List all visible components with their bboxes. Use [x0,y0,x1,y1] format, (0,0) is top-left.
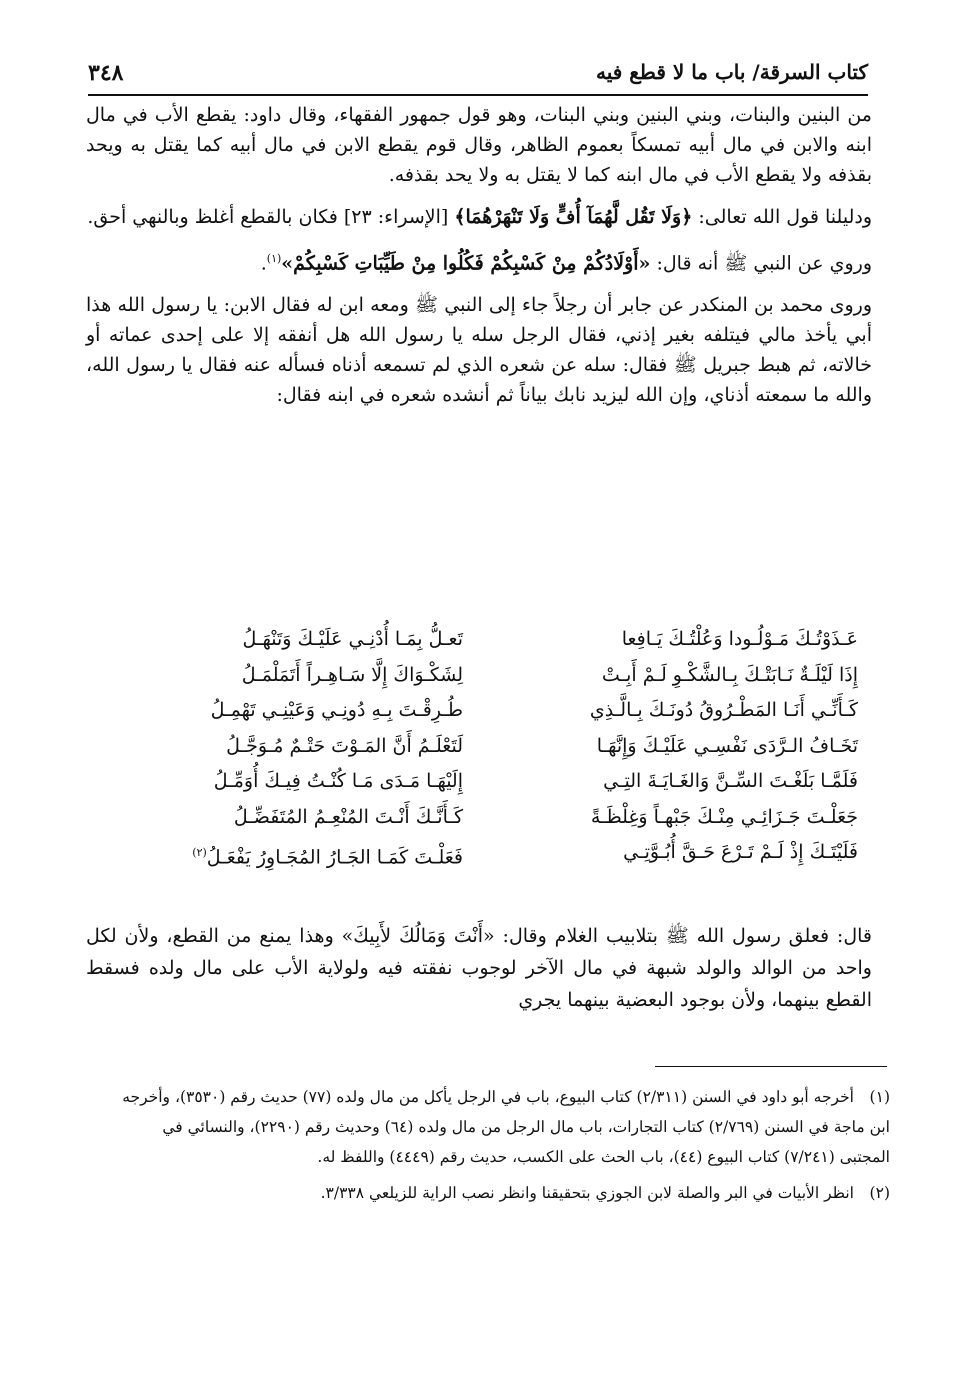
poem-first-hemistich: فَلَمَّـا بَلَغْـتَ السِّـنَّ وَالغَـايَـةَ التِـي [603,770,858,792]
closing-hadith: «أَنْتَ وَمَالُكَ لأَبِيكَ» [341,925,495,947]
closing-rest: وهذا يمنع من القطع، ولأن لكل واحد من الوالد والولد شبهة في مال الآخر لوجوب نفقته فيه ولولاية الأب على مال ولده فسقط القطع بينهما، ولأن بوجود البعضية بينهما يجري [86,925,872,1011]
main-text [86,100,872,422]
hadith-quote: «أَوْلَادُكُمْ مِنْ كَسْبِكُمْ فَكُلُوا مِنْ طَيِّبَاتِ كَسْبِكُمْ» [281,252,651,275]
footnotes [110,1082,890,1214]
poem-line [118,658,858,694]
quran-verse: ﴿وَلَا تَقُل لَّهُمَآ أُفٍّ وَلَا تَنْهَرْهُمَا﴾ [454,206,693,228]
paragraph-4: وروى محمد بن المنكدر عن جابر أن رجلاً جاء إلى النبي ﷺ ومعه ابن له فقال الابن: يا رسول الله هذا أبي يأخذ مالي فيتلفه بغير إذني، فقال الرجل سله يا رسول الله هل أنفقه إلا على إحدى عماته أو خالاته، ثم هبط جبريل ﷺ فقال: سله عن شعره الذي لم تسمعه أذناه فسأله عنه فقال يا رسول الله، والله ما سمعته أذناي، وإن الله ليزيد نابك بياناً ثم أنشده شعره في ابنه فقال: [86,294,872,407]
footnote-number: (٢) [869,1184,890,1202]
footnote-separator [655,1066,887,1067]
poem-line [118,800,858,836]
closing-intro: قال: فعلق رسول الله ﷺ بتلابيب الغلام وقال: [494,925,872,947]
paragraph-2 [86,202,872,232]
paragraph-3-intro: وروي عن النبي ﷺ أنه قال: [650,252,872,275]
poem-first-hemistich: تَخَـافُ الـرَّدَى نَفْسِـي عَلَيْـكَ وَإِنَّهَـا [596,734,858,757]
closing-paragraph [86,920,872,1016]
poem-second-hemistich: لِشَكْـوَاكَ إِلَّا سَـاهِـراً أَتَمَلْمَـلُ [241,663,463,686]
poem-first-hemistich: عَـذَوْتُـكَ مَـوْلُـودا وَعُلْتُـكَ يَـافِعا [621,628,858,650]
poem-line [118,835,858,876]
footnote-2 [110,1178,890,1208]
paragraph-2-rest: [الإسراء: ٢٣] فكان بالقطع أغلظ وبالنهي أحق. [87,206,455,228]
footnote-ref-2[interactable]: (٢) [192,846,207,859]
page-number: ٣٤٨ [88,60,124,86]
poem-second-hemistich: تَعـلُّ بِمَـا أُدْنِـي عَلَيْـكَ وَتَنْهَـلُ [242,628,463,650]
poem-first-hemistich: جَعَلْـتَ جَـزَائِـي مِنْـكَ جَبْهـاً وَغِلْظَـةً [590,805,858,828]
poem-line [118,729,858,765]
poem-second-hemistich: كَـأَنَّـكَ أَنْـتَ المُنْعِـمُ المُتَفَضِّـلُ [233,805,463,828]
poem-second-hemistich: لَتَعْلَـمُ أَنَّ المَـوْتَ حَتْـمٌ مُـوَجَّـلُ [226,734,463,757]
poem-first-hemistich: كَـأَنِّـي أَنَـا المَطْـرُوقُ دُونَـكَ بِـالَّـذِي [589,699,858,721]
poem-line [118,622,858,658]
footnote-1 [110,1082,890,1172]
running-header [88,60,868,96]
poem-first-hemistich: فَلَيْتَـكَ إِذْ لَـمْ تَـرْعَ حَـقَّ أُبُـوَّتِـي [623,841,858,863]
footnote-number: (١) [869,1088,890,1106]
poem-line [118,764,858,800]
paragraph-2-intro: ودليلنا قول الله تعالى: [692,206,872,228]
poem-last-hemistich-text: فَعَلْـتَ كَمَـا الجَـارُ المُجَـاوِرُ يَفْعَـلُ [206,846,463,869]
poem-second-hemistich [118,835,463,876]
paragraph-3 [86,244,872,278]
footnote-ref-1[interactable]: (١) [266,252,282,265]
paragraph-1: من البنين والبنات، وبني البنين وبني البنات، وهو قول جمهور الفقهاء، وقال داود: يقطع الأب في مال ابنه والابن في مال أبيه تمسكاً بعموم الظاهر، وقال قوم يقطع الابن في مال أبيه كما يقتل به ويحد بقذفه ولا يقطع الأب في مال ابنه كما لا يقتل به ولا يحد بقذفه. [86,104,872,186]
paragraph-3-end: . [260,252,267,275]
footnote-text: انظر الأبيات في البر والصلة لابن الجوزي بتحقيقنا وانظر نصب الراية للزيلعي ٣/٣٣٨. [320,1184,854,1202]
footnote-text: أخرجه أبو داود في السنن (٢/٣١١) كتاب البيوع، باب في الرجل يأكل من مال ولده (٧٧) حديث رقم (٣٥٣٠)، وأخرجه ابن ماجة في السنن (٢/٧٦٩) كتاب التجارات، باب مال الرجل من مال ولده (٦٤) وحديث رقم (٢٢٩٠)، والنسائي في المجتبى (٧/٢٤١) كتاب البيوع (٤٤)، باب الحث على الكسب، حديث رقم (٤٤٤٩) واللفظ له. [122,1088,890,1166]
poem [118,622,858,876]
poem-second-hemistich: طُـرِقْـتَ بِـهِ دُونِـي وَعَيْنِـي تَهْمِـلُ [210,699,463,721]
poem-first-hemistich: إِذَا لَيْلَـةٌ نَـابَتْـكَ بِـالشَّكْـوِ لَـمْ أَبِـتْ [601,663,858,686]
poem-second-hemistich: إِلَيْهَـا مَـدَى مَـا كُنْـتُ فِيـكَ أُوَمِّـلُ [213,770,463,792]
poem-line [118,693,858,729]
chapter-title: كتاب السرقة/ باب ما لا قطع فيه [595,60,868,84]
